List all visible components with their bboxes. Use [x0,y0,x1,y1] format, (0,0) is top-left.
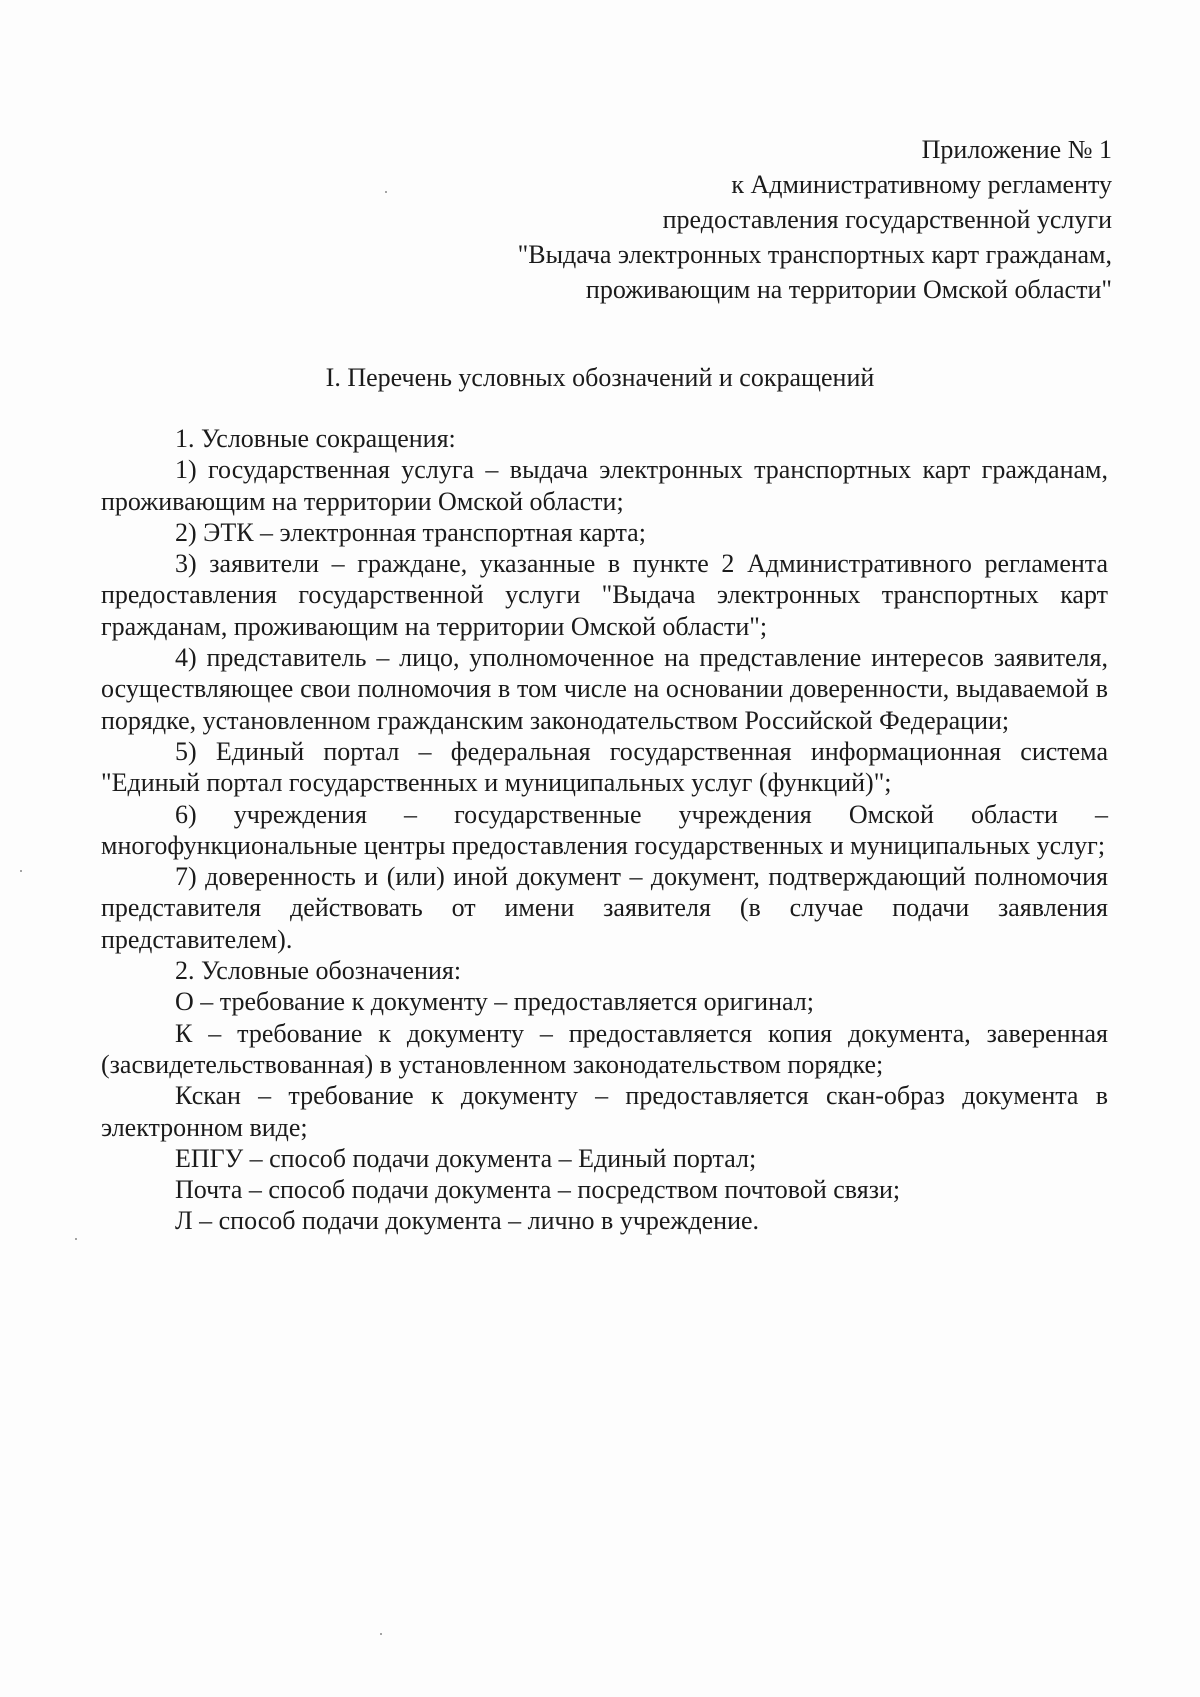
symbol-item: Почта – способ подачи документа – посредством почтовой связи; [175,1175,901,1205]
abbreviation-item: 5) Единый портал – федеральная государственная информационная система "Единый портал государственных и муниципальных услуг (функций)"; [101,736,1108,798]
abbreviation-item: 4) представитель – лицо, уполномоченное на представление интересов заявителя, осуществляющее свои полномочия в том числе на основании доверенности, выдаваемой в порядке, установленном гражданским законодательством Российской Федерации; [101,643,1108,735]
section-title: I. Перечень условных обозначений и сокращений [325,363,875,392]
appendix-number: Приложение № 1 [921,135,1112,164]
appendix-ref-line: предоставления государственной услуги [662,205,1112,234]
scan-speck [385,191,387,193]
symbol-item: О – требование к документу – предоставляется оригинал; [175,987,814,1017]
symbol-item: Кскан – требование к документу – предоставляется скан-образ документа в электронном виде; [101,1081,1108,1142]
abbreviation-item: 7) доверенность и (или) иной документ – документ, подтверждающий полномочия представителя действовать от имени заявителя (в случае подачи заявления представителем). [101,862,1108,954]
symbol-item: ЕПГУ – способ подачи документа – Единый портал; [175,1143,757,1173]
appendix-ref-line: проживающим на территории Омской области" [585,275,1112,304]
scan-speck [75,1238,77,1240]
symbol-item: К – требование к документу – предоставляется копия документа, заверенная (засвидетельствованная) в установленном законодательством порядке; [101,1018,1108,1079]
subsection-heading-abbreviations: 1. Условные сокращения: [175,424,456,453]
appendix-ref-line: "Выдача электронных транспортных карт гражданам, [517,240,1112,269]
scan-speck [380,1633,382,1635]
appendix-ref-line: к Административному регламенту [731,170,1112,199]
subsection-heading-symbols: 2. Условные обозначения: [175,956,462,986]
abbreviation-item: 3) заявители – граждане, указанные в пункте 2 Административного регламента предоставления государственной услуги "Выдача электронных транспортных карт гражданам, проживающим на территории Омской области"; [101,549,1108,641]
scan-speck [20,870,22,872]
abbreviation-item: 1) государственная услуга – выдача электронных транспортных карт гражданам, проживающим на территории Омской области; [101,455,1108,516]
symbol-item: Л – способ подачи документа – лично в учреждение. [175,1206,760,1236]
appendix-header [412,132,1112,307]
abbreviation-item: 2) ЭТК – электронная транспортная карта; [175,517,646,547]
document-body [101,423,1108,1237]
abbreviation-item: 6) учреждения – государственные учреждения Омской области – многофункциональные центры предоставления государственных и муниципальных услуг; [101,799,1108,860]
